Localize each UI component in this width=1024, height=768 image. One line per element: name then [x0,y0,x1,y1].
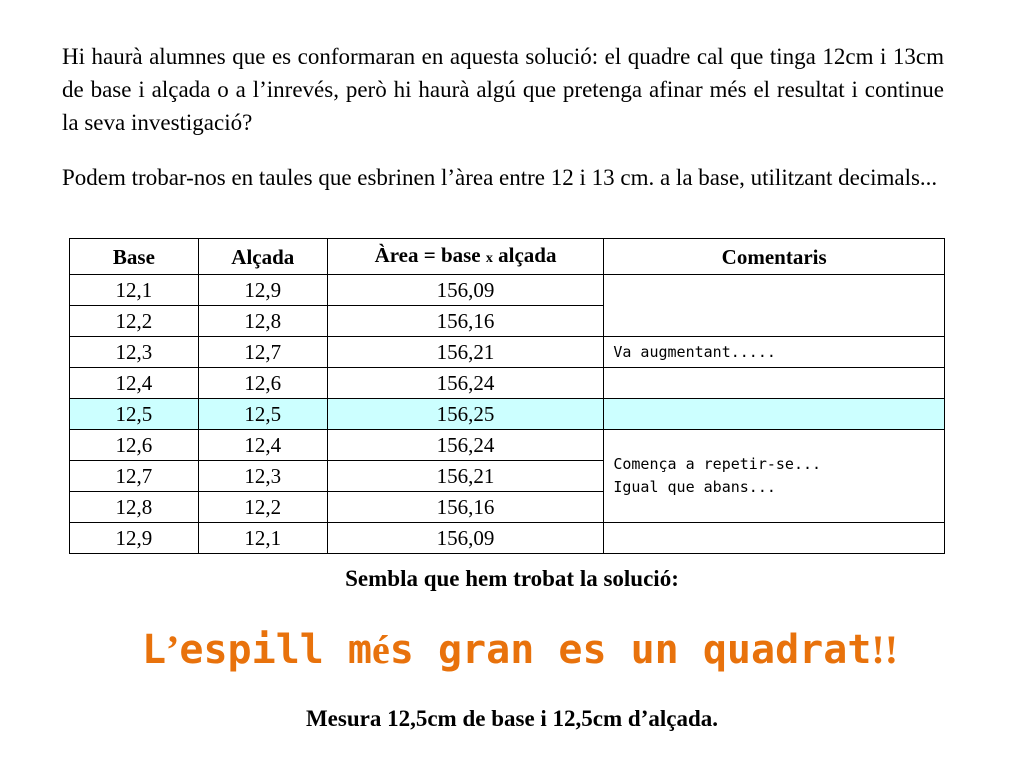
headline-e-accent: é [372,627,390,672]
area-table [69,238,945,554]
cell-height: 12,4 [198,430,327,461]
headline [0,626,1024,673]
cell-comment-empty [604,275,945,337]
cell-area: 156,24 [327,430,604,461]
table-row [70,430,945,461]
conclusion-measure: Mesura 12,5cm de base i 12,5cm d’alçada. [305,706,719,731]
cell-base: 12,1 [70,275,199,306]
headline-bang: !! [871,627,899,672]
table-row [70,275,945,306]
table-row-highlighted [70,399,945,430]
cell-comment-empty [604,523,945,554]
cell-height: 12,6 [198,368,327,399]
header-area-times: x [485,250,493,266]
header-height: Alçada [198,239,327,275]
cell-height: 12,7 [198,337,327,368]
cell-height: 12,9 [198,275,327,306]
cell-comment-repeating [604,430,945,523]
cell-height: 12,5 [198,399,327,430]
headline-part-1: L [141,627,167,673]
cell-height: 12,8 [198,306,327,337]
table-row [70,368,945,399]
header-comments: Comentaris [604,239,945,275]
cell-area: 156,09 [327,275,604,306]
cell-base: 12,7 [70,461,199,492]
table-header-row [70,239,945,275]
cell-base: 12,8 [70,492,199,523]
cell-area: 156,09 [327,523,604,554]
cell-base: 12,3 [70,337,199,368]
cell-base: 12,2 [70,306,199,337]
cell-height: 12,3 [198,461,327,492]
cell-area: 156,16 [327,492,604,523]
conclusion-intro: Sembla que hem trobat la solució: [345,566,679,591]
comment-repeating-line-2: Igual que abans... [613,478,776,496]
cell-base: 12,4 [70,368,199,399]
headline-part-3: s gran es un quadrat [389,627,872,673]
cell-area: 156,16 [327,306,604,337]
headline-apostrophe: ’ [166,627,180,672]
intro-paragraph-1: Hi haurà alumnes que es conformaran en aquesta solució: el quadre cal que tinga 12cm i 13cm de base i alçada o a l’inrevés, però hi haurà algú que pretenga afinar més el resultat i continue la seva investigació? [62,44,944,135]
cell-comment-empty [604,399,945,430]
cell-base: 12,6 [70,430,199,461]
cell-base: 12,5 [70,399,199,430]
table-row [70,337,945,368]
header-area-suffix: alçada [492,242,557,267]
cell-comment-empty [604,368,945,399]
header-area-prefix: Àrea = base [374,242,486,267]
comment-repeating-line-1: Comença a repetir-se... [613,455,822,473]
cell-area: 156,25 [327,399,604,430]
table-row [70,523,945,554]
cell-base: 12,9 [70,523,199,554]
cell-height: 12,1 [198,523,327,554]
intro-paragraph-2: Podem trobar-nos en taules que esbrinen l’àrea entre 12 i 13 cm. a la base, utilitzant decimals... [62,165,938,190]
cell-height: 12,2 [198,492,327,523]
headline-part-2: espill m [179,627,373,673]
header-base: Base [70,239,199,275]
header-area [327,239,604,275]
cell-area: 156,21 [327,461,604,492]
cell-comment-increasing: Va augmentant..... [604,337,945,368]
cell-area: 156,24 [327,368,604,399]
cell-area: 156,21 [327,337,604,368]
